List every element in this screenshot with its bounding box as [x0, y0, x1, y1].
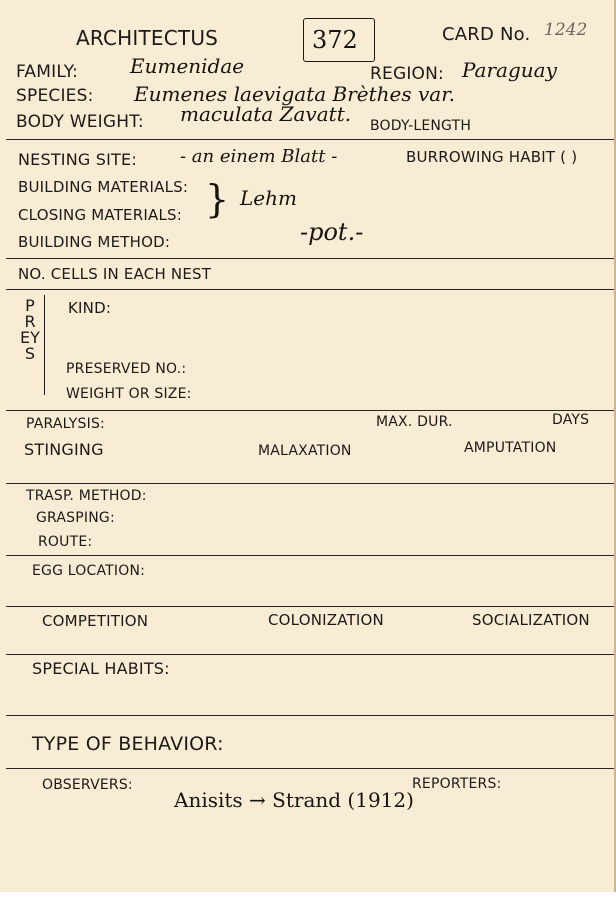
species-value-line1: Eumenes laevigata Brèthes var. [134, 82, 455, 106]
no-cells-label: NO. CELLS IN EACH NEST [18, 265, 212, 283]
building-method-value: -pot.- [300, 218, 364, 246]
burrowing-habit-label: BURROWING HABIT ( ) [406, 148, 578, 166]
body-weight-label: BODY WEIGHT: [16, 112, 144, 132]
socialization-label: SOCIALIZATION [472, 611, 590, 629]
building-method-label: BUILDING METHOD: [18, 233, 171, 251]
divider-preys [6, 410, 614, 411]
divider-paralysis [6, 483, 614, 484]
region-value: Paraguay [462, 58, 557, 82]
trasp-method-label: TRASP. METHOD: [26, 488, 147, 504]
card-title: ARCHITECTUS [76, 26, 219, 50]
brace-mark: } [205, 177, 230, 221]
competition-label: COMPETITION [42, 612, 149, 630]
days-label: DAYS [552, 412, 590, 428]
closing-materials-label: CLOSING MATERIALS: [18, 206, 182, 224]
divider-cells [6, 289, 614, 290]
type-of-behavior-label: TYPE OF BEHAVIOR: [32, 733, 224, 755]
divider-social [6, 654, 614, 655]
card-number: 372 [312, 26, 358, 54]
building-materials-label: BUILDING MATERIALS: [18, 178, 189, 196]
observers-label: OBSERVERS: [42, 777, 133, 793]
divider-header [6, 139, 614, 140]
kind-label: KIND: [68, 299, 112, 317]
family-label: FAMILY: [16, 62, 78, 82]
divider-transport [6, 555, 614, 556]
region-label: REGION: [370, 64, 444, 84]
observers-value: Anisits → Strand (1912) [174, 788, 414, 812]
max-dur-label: MAX. DUR. [376, 414, 453, 430]
divider-behavior [6, 768, 614, 769]
grasping-label: GRASPING: [36, 510, 115, 526]
malaxation-label: MALAXATION [258, 443, 352, 459]
family-value: Eumenidae [130, 54, 245, 78]
colonization-label: COLONIZATION [268, 611, 384, 629]
body-length-label: BODY-LENGTH [370, 118, 472, 134]
weight-or-size-label: WEIGHT OR SIZE: [66, 386, 192, 402]
stinging-label: STINGING [24, 440, 104, 459]
nesting-site-label: NESTING SITE: [18, 150, 137, 169]
nesting-site-value: - an einem Blatt - [180, 146, 338, 167]
card-no-label: CARD No. [442, 24, 531, 45]
route-label: ROUTE: [38, 534, 93, 550]
divider-habits [6, 715, 614, 716]
egg-location-label: EGG LOCATION: [32, 563, 146, 579]
divider-egg [6, 606, 614, 607]
amputation-label: AMPUTATION [464, 440, 557, 456]
preserved-no-label: PRESERVED NO.: [66, 361, 187, 377]
preys-divider-line [44, 295, 45, 395]
reporters-label: REPORTERS: [412, 776, 502, 792]
special-habits-label: SPECIAL HABITS: [32, 659, 170, 678]
card-no-value: 1242 [544, 20, 588, 40]
species-label: SPECIES: [16, 86, 94, 106]
divider-nesting [6, 258, 614, 259]
preys-vertical-label: PREYS [20, 296, 40, 363]
species-value-line2: maculata Zavatt. [180, 102, 352, 126]
materials-value: Lehm [240, 186, 297, 210]
paralysis-label: PARALYSIS: [26, 416, 105, 432]
